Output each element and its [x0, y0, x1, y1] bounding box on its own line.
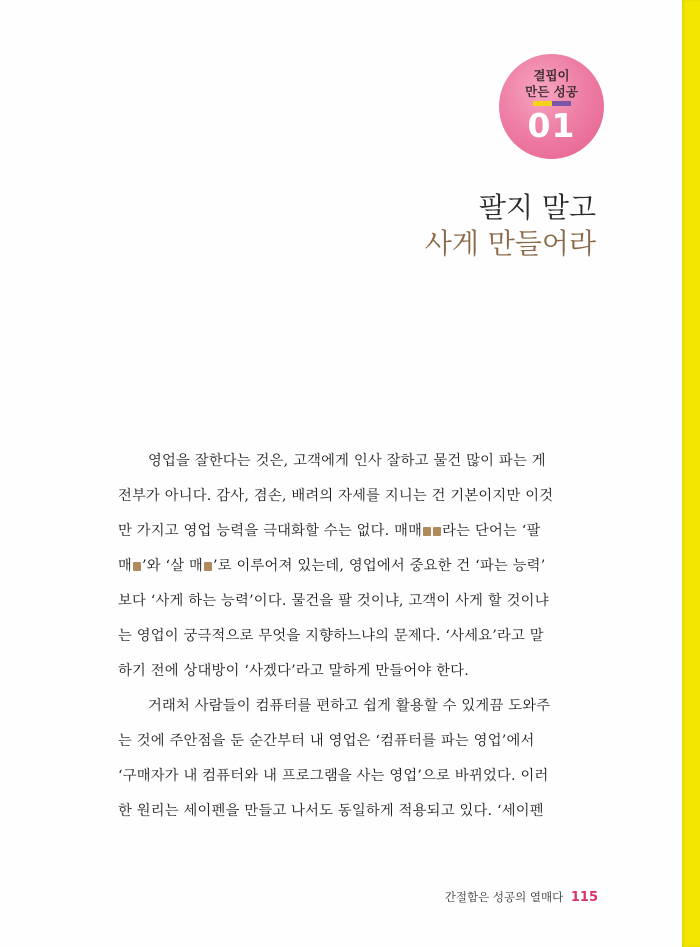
- badge-line2: 만든 성공: [525, 84, 578, 99]
- paragraph-text: 라는 단어는 ‘팔: [442, 523, 541, 539]
- paragraph-line: 한 원리는 세이펜을 만들고 나서도 동일하게 적용되고 있다. ‘세이펜: [118, 803, 544, 819]
- paragraph-line: 영업을 잘한다는 것은, 고객에게 인사 잘하고 물건 많이 파는 게: [148, 453, 546, 469]
- paragraph-line: 보다 ‘사게 하는 능력’이다. 물건을 팔 것이냐, 고객이 사게 할 것이냐: [118, 593, 549, 609]
- badge-number: 01: [527, 106, 576, 145]
- paragraph-text: ’로 이루어져 있는데, 영업에서 중요한 건 ‘파는 능력’: [213, 558, 546, 574]
- paragraph-line: 전부가 아니다. 감사, 겸손, 배려의 자세를 지니는 건 기본이지만 이것: [118, 488, 554, 504]
- badge-label: [499, 68, 604, 100]
- paragraph-line: 는 것에 주안점을 둔 순간부터 내 영업은 ‘컴퓨터를 파는 영업’에서: [118, 733, 535, 749]
- chapter-badge: [499, 54, 604, 159]
- page-footer: [445, 889, 598, 905]
- hanja-glyph: [433, 527, 441, 536]
- paragraph-line: ‘구매자가 내 컴퓨터와 내 프로그램을 사는 영업’으로 바뀌었다. 이러: [118, 768, 549, 784]
- paragraph-line: 하기 전에 상대방이 ‘사겠다’라고 말하게 만들어야 한다.: [118, 663, 469, 679]
- page-number: 115: [570, 890, 598, 905]
- hanja-glyph: [133, 562, 141, 571]
- paragraph-text: 매: [118, 558, 133, 574]
- page-edge-strip: [682, 0, 700, 947]
- chapter-title-line1: 팔지 말고: [478, 191, 596, 224]
- running-title: 간절함은 성공의 열매다: [444, 890, 564, 904]
- paragraph-line: 거래처 사람들이 컴퓨터를 편하고 쉽게 활용할 수 있게끔 도와주: [148, 698, 551, 714]
- paragraph-text: 만 가지고 영업 능력을 극대화할 수는 없다. 매매: [118, 523, 423, 539]
- chapter-title-line2: 사게 만들어라: [424, 227, 596, 260]
- paragraph-line: 는 영업이 궁극적으로 무엇을 지향하느냐의 문제다. ‘사세요’라고 말: [118, 628, 544, 644]
- body-text: [118, 447, 618, 832]
- paragraph-line: [118, 552, 618, 587]
- badge-line1: 결핍이: [533, 68, 570, 83]
- chapter-title: [425, 190, 596, 262]
- hanja-glyph: [204, 562, 212, 571]
- paragraph-line: [118, 517, 618, 552]
- hanja-glyph: [423, 527, 431, 536]
- paragraph-text: ’와 ‘살 매: [142, 558, 204, 574]
